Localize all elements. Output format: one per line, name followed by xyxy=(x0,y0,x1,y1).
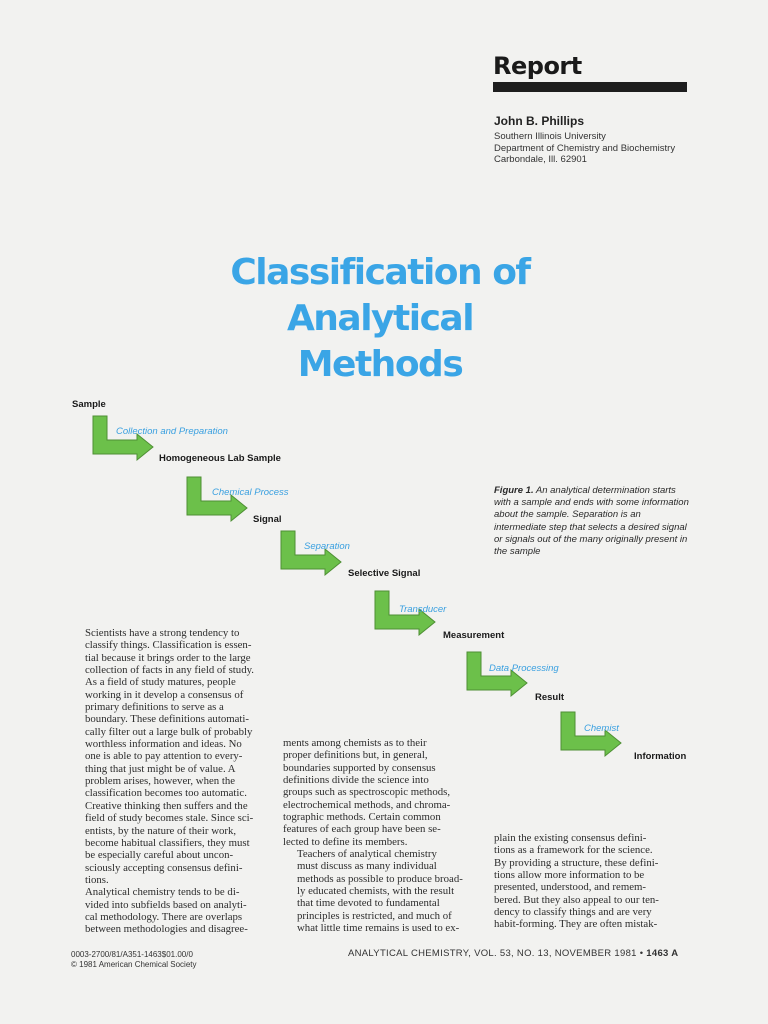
text-line: working in it develop a consensus of xyxy=(85,688,244,701)
text-line: must discuss as many individual xyxy=(297,860,437,873)
affiliation-line: Carbondale, Ill. 62901 xyxy=(494,154,587,165)
process-label-collection: Collection and Preparation xyxy=(116,426,228,437)
text-line: presented, understood, and remem- xyxy=(494,881,647,894)
figure-caption-text: An analytical determination starts with a sample and ends with some information about the sample. Separation is an intermediate step that selects a desired signal or signals out of the many originally present in the sample xyxy=(494,485,689,558)
result-label-information: Information xyxy=(634,751,687,762)
text-line: ments among chemists as to their xyxy=(283,737,427,749)
text-line: classification becomes too automatic. xyxy=(85,787,247,800)
text-line: lected to define its members. xyxy=(283,835,408,848)
result-label-lab-sample: Homogeneous Lab Sample xyxy=(159,453,281,464)
text-line: Creative thinking then suffers and the xyxy=(85,799,248,812)
process-label-separation: Separation xyxy=(304,541,350,552)
result-label-signal: Signal xyxy=(253,514,282,525)
result-label-selective-signal: Selective Signal xyxy=(348,568,421,579)
text-line: Teachers of analytical chemistry xyxy=(297,848,437,861)
text-line: boundary. These definitions automati- xyxy=(85,713,250,726)
text-line: Scientists have a strong tendency to xyxy=(85,627,240,639)
flow-arrow xyxy=(187,477,247,521)
text-line: worthless information and ideas. No xyxy=(85,738,242,751)
page-number: 1463 A xyxy=(646,948,679,959)
text-line: primary definitions to serve as a xyxy=(85,701,224,714)
title-line: Analytical xyxy=(286,298,474,339)
body-column-1 xyxy=(71,627,267,936)
author-name: John B. Phillips xyxy=(494,114,585,128)
paragraph xyxy=(283,737,479,848)
result-label-result: Result xyxy=(535,692,565,703)
paragraph xyxy=(71,627,267,886)
text-line: electrochemical methods, and chroma- xyxy=(283,798,451,811)
footer-copyright: © 1981 American Chemical Society xyxy=(71,960,197,969)
text-line: tographic methods. Certain common xyxy=(283,811,441,824)
text-line: As a field of study matures, people xyxy=(85,676,236,689)
text-line: field of study becomes stale. Since sci- xyxy=(85,812,254,825)
text-line: that time devoted to fundamental xyxy=(297,897,440,910)
text-line: habit-forming. They are often mistak- xyxy=(494,918,658,931)
process-label-transducer: Transducer xyxy=(399,604,447,615)
text-line: thing that just might be of value. A xyxy=(85,762,236,775)
text-line: become habitual classifiers, they must xyxy=(85,836,250,849)
title-line: Classification of xyxy=(230,252,530,293)
flow-start-label: Sample xyxy=(72,399,106,410)
affiliation-line: Department of Chemistry and Biochemistry xyxy=(494,142,676,154)
text-line: proper definitions but, in general, xyxy=(283,749,428,762)
figure-caption xyxy=(494,485,694,558)
journal-citation: ANALYTICAL CHEMISTRY, VOL. 53, NO. 13, NOVEMBER 1981 xyxy=(348,948,637,959)
body-column-2 xyxy=(283,737,479,935)
footer-journal xyxy=(348,948,678,959)
text-line: problem arises, however, when the xyxy=(85,775,236,788)
text-line: tions allow more information to be xyxy=(494,869,645,882)
flow-arrow xyxy=(93,416,153,460)
text-line: By providing a structure, these defini- xyxy=(494,856,659,869)
text-line: tions. xyxy=(85,873,109,886)
text-line: between methodologies and disagree- xyxy=(85,923,248,936)
text-line: tial because it brings order to the large xyxy=(85,651,251,664)
text-line: cally filter out a large bulk of probably xyxy=(85,725,253,738)
text-line: features of each group have been se- xyxy=(283,823,441,836)
text-line: methods as possible to produce broad- xyxy=(297,872,463,885)
text-line: plain the existing consensus defini- xyxy=(494,832,647,844)
text-line: be especially careful about uncon- xyxy=(85,849,234,862)
figure-label: Figure 1. xyxy=(494,485,534,496)
text-line: classify things. Classification is essen- xyxy=(85,639,252,652)
text-line: entists, by the nature of their work, xyxy=(85,824,237,837)
text-line: collection of facts in any field of study. xyxy=(85,664,255,677)
footer-code-line: 0003-2700/81/A351-1463$01.00/0 xyxy=(71,950,193,959)
result-label-measurement: Measurement xyxy=(443,630,505,641)
flow-arrow xyxy=(561,712,621,756)
text-line: tions as a framework for the science. xyxy=(494,844,653,857)
paragraph xyxy=(283,848,479,934)
text-line: Analytical chemistry tends to be di- xyxy=(85,886,240,899)
title-line: Methods xyxy=(297,344,463,385)
body-column-3 xyxy=(494,832,690,931)
footer-codes xyxy=(71,950,197,970)
text-line: principles is restricted, and much of xyxy=(297,909,452,922)
paragraph xyxy=(494,832,690,931)
process-label-chemical: Chemical Process xyxy=(212,487,289,498)
section-title: Report xyxy=(493,52,582,80)
text-line: vided into subfields based on analyti- xyxy=(85,898,247,911)
text-line: one is able to pay attention to every- xyxy=(85,750,243,763)
flow-arrow xyxy=(467,652,527,696)
paragraph xyxy=(71,886,267,935)
text-line: bered. But they also appeal to our ten- xyxy=(494,893,659,906)
process-label-data-processing: Data Processing xyxy=(489,663,559,674)
text-line: ly educated chemists, with the result xyxy=(297,885,455,898)
text-line: boundaries supported by consensus xyxy=(283,761,436,774)
footer-bullet: • xyxy=(639,948,644,959)
process-label-chemist: Chemist xyxy=(584,723,619,734)
text-line: groups such as spectroscopic methods, xyxy=(283,786,451,799)
text-line: definitions divide the science into xyxy=(283,774,429,787)
text-line: dency to classify things and are very xyxy=(494,906,652,919)
flow-arrow xyxy=(281,531,341,575)
affiliation-line: Southern Illinois University xyxy=(494,131,606,142)
text-line: sciously accepting consensus defini- xyxy=(85,861,243,874)
text-line: what little time remains is used to ex- xyxy=(297,922,460,935)
text-line: cal methodology. There are overlaps xyxy=(85,910,243,923)
